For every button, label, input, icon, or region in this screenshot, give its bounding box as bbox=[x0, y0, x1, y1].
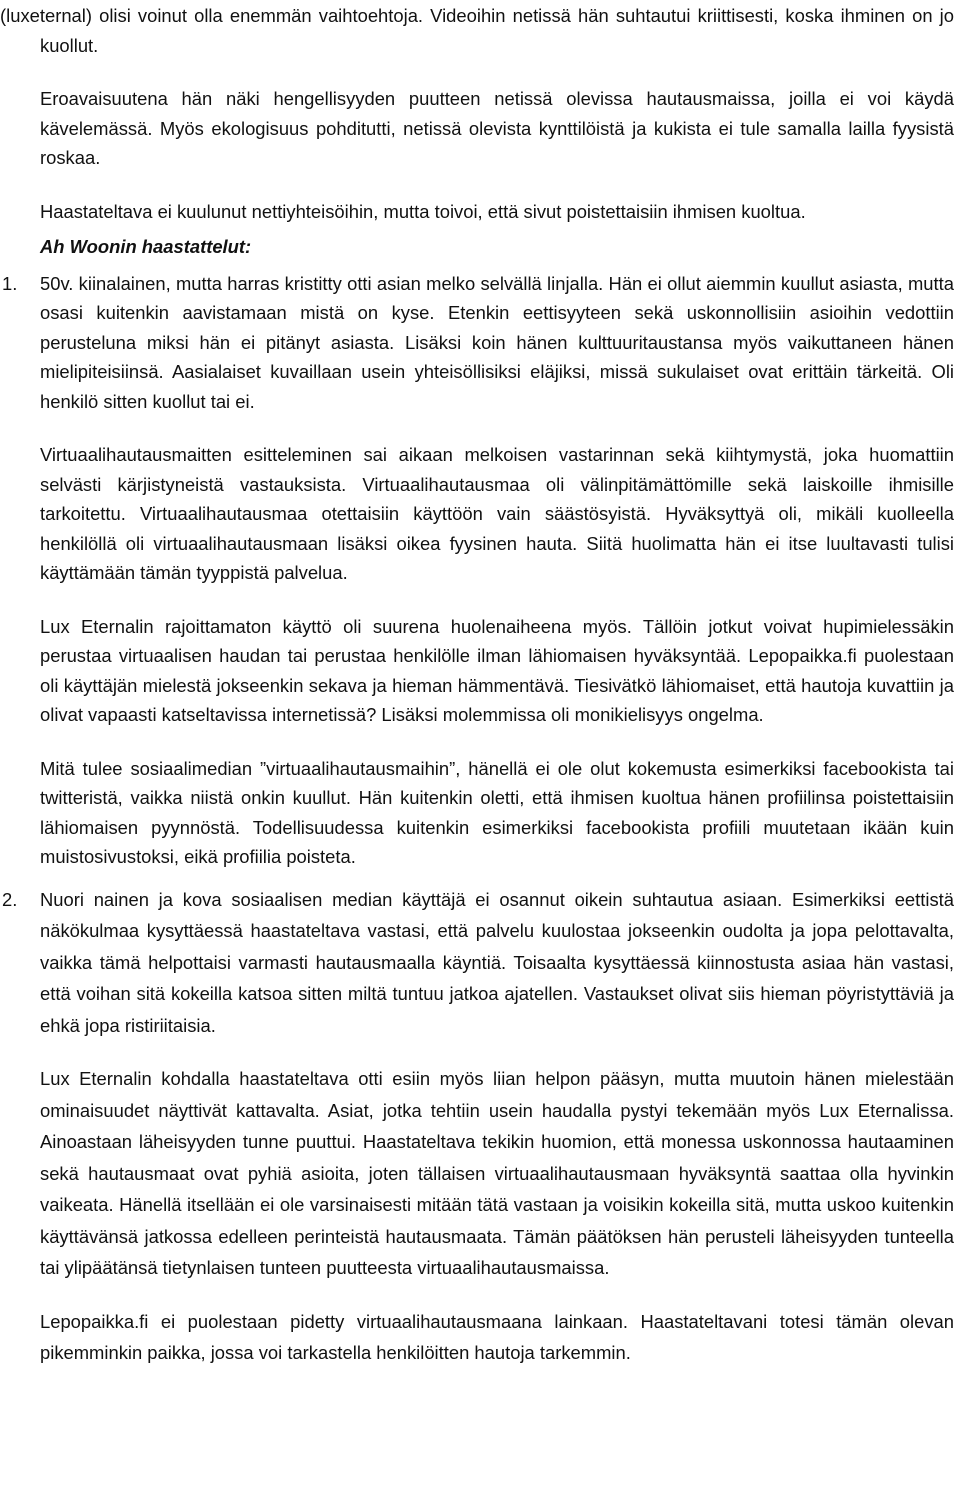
list-number-2: 2. bbox=[2, 888, 18, 910]
list-item-2 bbox=[2, 884, 954, 1369]
item1-paragraph-3: Lux Eternalin rajoittamaton käyttö oli suurena huolenaiheena myös. Tällöin jotkut voivat hupimielessäkin perustaa virtuaalisen haudan tai perustaa henkilölle ilman lähiomaisen hyväksyntää. Lepopaikka.fi puolestaan oli käyttäjän mielestä jokseenkin sekava ja hieman hämmentävä. Tiesivätkö lähiomaiset, että hautoja kuvattiin ja olivat vapaasti katseltavissa internetissä? Lisäksi molemmissa oli monikielisyys ongelma. bbox=[40, 615, 954, 725]
paragraph-intro-1: (luxeternal) olisi voinut olla enemmän vaihtoehtoja. Videoihin netissä hän suhtautui kriittisesti, koska ihminen on jo kuollut. bbox=[0, 5, 954, 56]
item2-paragraph-1: Nuori nainen ja kova sosiaalisen median käyttäjä ei osannut oikein suhtautua asiaan. Esimerkiksi eettistä näkökulmaa kysyttäessä haastateltava vastasi, että palvelu kuulostaa jokseenkin oudolta ja jopa pelottavalta, vaikka tämä helpottaisi varmasti hautausmaalla käyntiä. Toisaalta kysyttäessä kiinnostusta asiaa hän vastasi, että voihan sitä kokeilla katsoa sitten miltä tuntuu jatkoa ajatellen. Vastaukset olivat siis hieman pöyristyttäviä ja ehkä jopa ristiriitaisia. bbox=[40, 888, 954, 1036]
paragraph-intro-2: Eroavaisuutena hän näki hengellisyyden puutteen netissä olevissa hautausmaissa, joilla ei voi käydä kävelemässä. Myös ekologisuus pohditutti, netissä olevista kynttilöistä ja kukista ei tule samalla lailla fyysistä roskaa. bbox=[40, 88, 954, 168]
item2-paragraph-3: Lepopaikka.fi ei puolestaan pidetty virtuaalihautausmaana lainkaan. Haastateltavani totesi tämän olevan pikemminkin paikka, jossa voi tarkastella henkilöitten hautoja tarkemmin. bbox=[40, 1310, 954, 1363]
item1-paragraph-4: Mitä tulee sosiaalimedian ”virtuaalihautausmaihin”, hänellä ei ole olut kokemusta esimerkiksi facebookista tai twitteristä, vaikka niistä onkin kuullut. Hän kuitenkin oletti, että ihmisen kuoltua hänen profiilinsa poistettaisiin lähiomaisen pyynnöstä. Todellisuudessa kuitenkin esimerkiksi facebookista profiili muutetaan ikään kuin muistosivustoksi, eikä profiilia poisteta. bbox=[40, 757, 954, 867]
item1-paragraph-2: Virtuaalihautausmaitten esitteleminen sai aikaan melkoisen vastarinnan sekä kiihtymystä, joka huomattiin selvästi kärjistyneistä vastauksista. Virtuaalihautausmaa oli välinpitämättömille sekä laiskoille ihmisille tarkoitettu. Virtuaalihautausmaa otettaisiin käyttöön vain säästösyistä. Hyväksyttyä oli, mikäli kuolleella henkilöllä oli virtuaalihautausmaan lisäksi oikea fyysinen hauta. Siitä huolimatta hän ei itse luultavasti tulisi käyttämään tämän tyyppistä palvelua. bbox=[40, 444, 954, 583]
item1-paragraph-1: 50v. kiinalainen, mutta harras kristitty otti asian melko selvällä linjalla. Hän ei ollut aiemmin kuullut asiasta, mutta osasi kuitenkin aavistamaan mistä on kyse. Etenkin eettisyyteen sekä uskonnollisiin asioihin vedottiin perusteluna miksi hän ei pitänyt asiasta. Lisäksi koin hänen kulttuuritaustansa myös vaikuttaneen hänen mielipiteisiinsä. Aasialaiset kuvaillaan usein yhteisöllisiksi eläjiksi, missä sukulaiset ovat erittäin tärkeitä. Oli henkilö sitten kuollut tai ei. bbox=[40, 272, 954, 412]
section-heading: Ah Woonin haastattelut: bbox=[40, 236, 252, 257]
item2-paragraph-2: Lux Eternalin kohdalla haastateltava otti esiin myös liian helpon pääsyn, mutta muutoin hänen mielestään ominaisuudet näyttivät kattavalta. Asiat, jotka tehtiin usein haudalla pystyi tekemään myös Lux Eternalissa. Ainoastaan läheisyyden tunne puuttui. Haastateltava tekikin huomion, että monessa uskonnossa hautaaminen sekä hautausmaat ovat pyhiä asioita, joten tällaisen virtuaalihautausmaan hyväksyntä saattaa olla hyvinkin vaikeata. Hänellä itsellään ei ole varsinaisesti mitään tätä vastaan ja voisikin kokeilla sitä, mutta uskoo kuitenkin käyttävänsä jatkossa edelleen perinteistä hautausmaata. Tämän päätöksen hän perusteli läheisyyden tunteella tai ylipäätänsä tietynlaisen tunteen puutteesta virtuaalihautausmaissa. bbox=[40, 1068, 954, 1278]
paragraph-intro-3: Haastateltava ei kuulunut nettiyhteisöihin, mutta toivoi, että sivut poistettaisiin ihmisen kuoltua. bbox=[40, 200, 806, 222]
list-item-1 bbox=[2, 269, 954, 872]
list-number-1: 1. bbox=[2, 272, 18, 294]
